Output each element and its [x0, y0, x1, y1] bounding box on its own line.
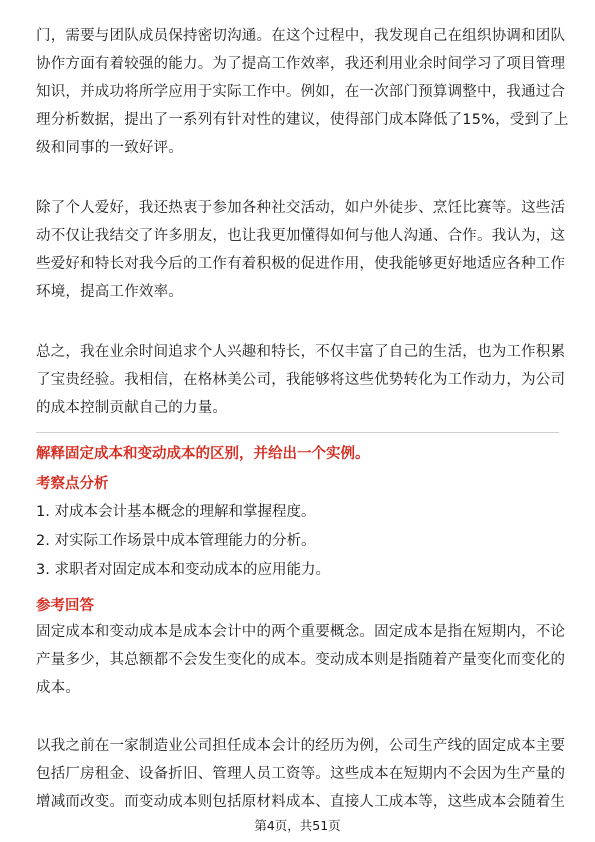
- text-line: 固定成本和变动成本是成本会计中的两个重要概念。固定成本是指在短期内，不论: [36, 624, 566, 640]
- text-line: 包括厂房租金、设备折旧、管理人员工资等。这些成本在短期内不会因为生产量的: [36, 766, 566, 782]
- paragraph-answer-definition: [36, 618, 566, 702]
- paragraph-answer-example: [36, 732, 566, 816]
- paragraph-social-activities: [36, 194, 566, 306]
- paragraph-summary: [36, 338, 566, 422]
- text-line: 级和同事的一致好评。: [36, 140, 183, 156]
- text-line: 知识，并成功将所学应用于实际工作中。例如，在一次部门预算调整中，我通过合: [36, 84, 566, 100]
- question-title: 解释固定成本和变动成本的区别，并给出一个实例。: [36, 446, 370, 462]
- text-line: 动不仅让我结交了许多朋友，也让我更加懂得如何与他人沟通、合作。我认为，这: [36, 228, 566, 244]
- text-line: 了宝贵经验。我相信，在格林美公司，我能够将这些优势转化为工作动力，为公司: [36, 372, 566, 388]
- analysis-item: 2. 对实际工作场景中成本管理能力的分析。: [36, 533, 316, 549]
- text-line: 以我之前在一家制造业公司担任成本会计的经历为例，公司生产线的固定成本主要: [36, 738, 566, 754]
- text-line: 协作方面有着较强的能力。为了提高工作效率，我还利用业余时间学习了项目管理: [36, 56, 566, 72]
- text-line: 产量多少，其总额都不会发生变化的成本。变动成本则是指随着产量变化而变化的: [36, 652, 566, 668]
- text-line: 环境，提高工作效率。: [36, 284, 183, 300]
- text-line: 除了个人爱好，我还热衷于参加各种社交活动，如户外徒步、烹饪比赛等。这些活: [36, 200, 566, 216]
- paragraph-teamwork: [36, 22, 569, 162]
- page-number: 第4页，共51页: [254, 818, 341, 833]
- text-line: 增减而改变。而变动成本则包括原材料成本、直接人工成本等，这些成本会随着生: [36, 794, 566, 810]
- answer-heading: 参考回答: [36, 598, 94, 614]
- text-line: 理分析数据，提出了一系列有针对性的建议，使得部门成本降低了15%，受到了上: [36, 112, 569, 128]
- text-line: 成本。: [36, 680, 81, 696]
- text-line: 总之，我在业余时间追求个人兴趣和特长，不仅丰富了自己的生活，也为工作积累: [36, 344, 566, 360]
- analysis-heading: 考察点分析: [36, 476, 109, 492]
- text-line: 些爱好和特长对我今后的工作有着积极的促进作用，使我能够更好地适应各种工作: [36, 256, 566, 272]
- text-line: 的成本控制贡献自己的力量。: [36, 400, 228, 416]
- section-divider: [36, 432, 559, 433]
- text-line: 门，需要与团队成员保持密切沟通。在这个过程中，我发现自己在组织协调和团队: [36, 28, 566, 44]
- analysis-item: 3. 求职者对固定成本和变动成本的应用能力。: [36, 562, 330, 578]
- analysis-item: 1. 对成本会计基本概念的理解和掌握程度。: [36, 504, 316, 520]
